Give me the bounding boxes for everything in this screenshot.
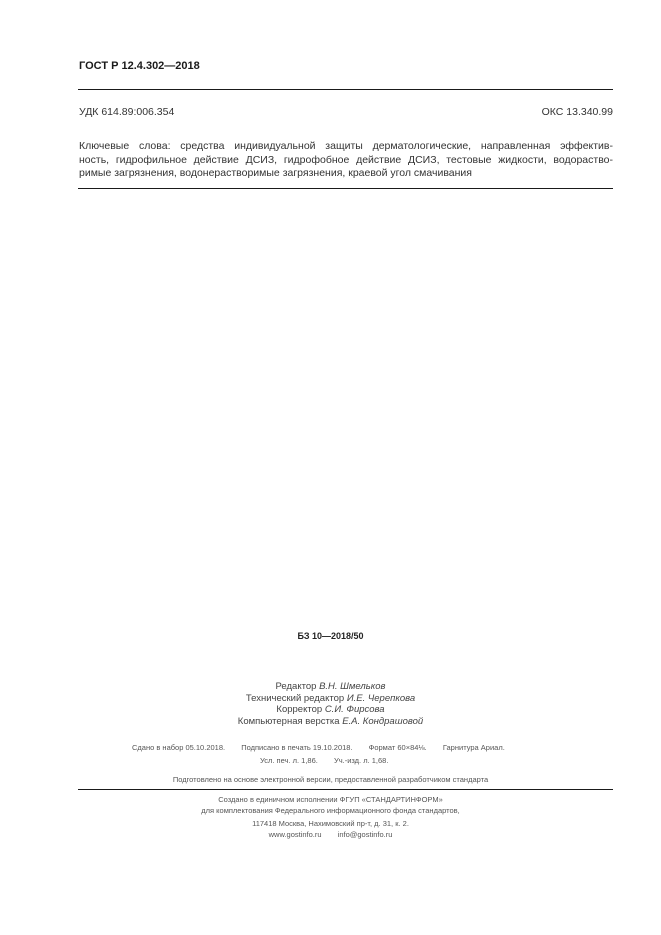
credit-corrector — [0, 704, 661, 716]
divider-keywords — [78, 188, 613, 189]
credit-label: Компьютерная верстка — [237, 715, 340, 727]
credit-name: Е.А. Кондрашовой — [342, 715, 424, 727]
prepared-note: Подготовлено на основе электронной версии, предоставленной разработчиком стандарта — [172, 775, 489, 784]
website-link[interactable]: www.gostinfo.ru — [268, 830, 322, 839]
credit-tech-editor — [0, 693, 661, 705]
credit-name: И.Е. Черепкова — [346, 692, 416, 704]
credit-name: В.Н. Шмельков — [319, 681, 386, 692]
credits-block — [0, 681, 661, 727]
footer-contacts — [0, 830, 661, 839]
email-link[interactable]: info@gostinfo.ru — [337, 830, 393, 839]
keywords-line: Ключевые слова: средства индивидуальной защиты дерматологические, направленная эффектив- — [79, 140, 613, 152]
format: Формат 60×84⅛. — [368, 743, 427, 752]
udk-code: УДК 614.89:006.354 — [79, 106, 175, 118]
keywords-line: римые загрязнения, водонерастворимые загрязнения, краевой угол смачивания — [79, 167, 472, 179]
print-sheets: Усл. печ. л. 1,86. — [260, 756, 318, 765]
publication-info-row2 — [260, 756, 402, 765]
signed-date: Подписано в печать 19.10.2018. — [241, 743, 353, 752]
credit-label: Технический редактор — [245, 692, 345, 704]
divider-footer — [78, 789, 613, 790]
pub-sheets: Уч.-изд. л. 1,68. — [333, 756, 389, 765]
typeface: Гарнитура Ариал. — [442, 743, 505, 752]
footer-line1: Создано в единичном исполнении ФГУП «СТАНДАРТИНФОРМ» — [218, 795, 443, 804]
credit-editor — [0, 681, 661, 693]
credit-label: Корректор — [276, 704, 323, 715]
standard-number: ГОСТ Р 12.4.302—2018 — [79, 60, 200, 72]
submitted-date: Сдано в набор 05.10.2018. — [132, 743, 226, 752]
publication-info-row1 — [132, 743, 519, 752]
credit-label: Редактор — [275, 681, 317, 692]
keywords-paragraph — [79, 140, 613, 181]
footer-address: 117418 Москва, Нахимовский пр-т, д. 31, к. 2. — [252, 819, 409, 828]
footer-line2: для комплектования Федерального информационного фонда стандартов, — [201, 806, 460, 815]
keywords-line: ность, гидрофильное действие ДСИЗ, гидрофобное действие ДСИЗ, тестовые жидкости, водораство- — [79, 153, 613, 166]
bz-number: БЗ 10—2018/50 — [297, 631, 364, 641]
oks-code: ОКС 13.340.99 — [541, 106, 613, 118]
credit-layout — [0, 716, 661, 728]
credit-name: С.И. Фирсова — [324, 704, 385, 715]
divider-top — [78, 89, 613, 90]
